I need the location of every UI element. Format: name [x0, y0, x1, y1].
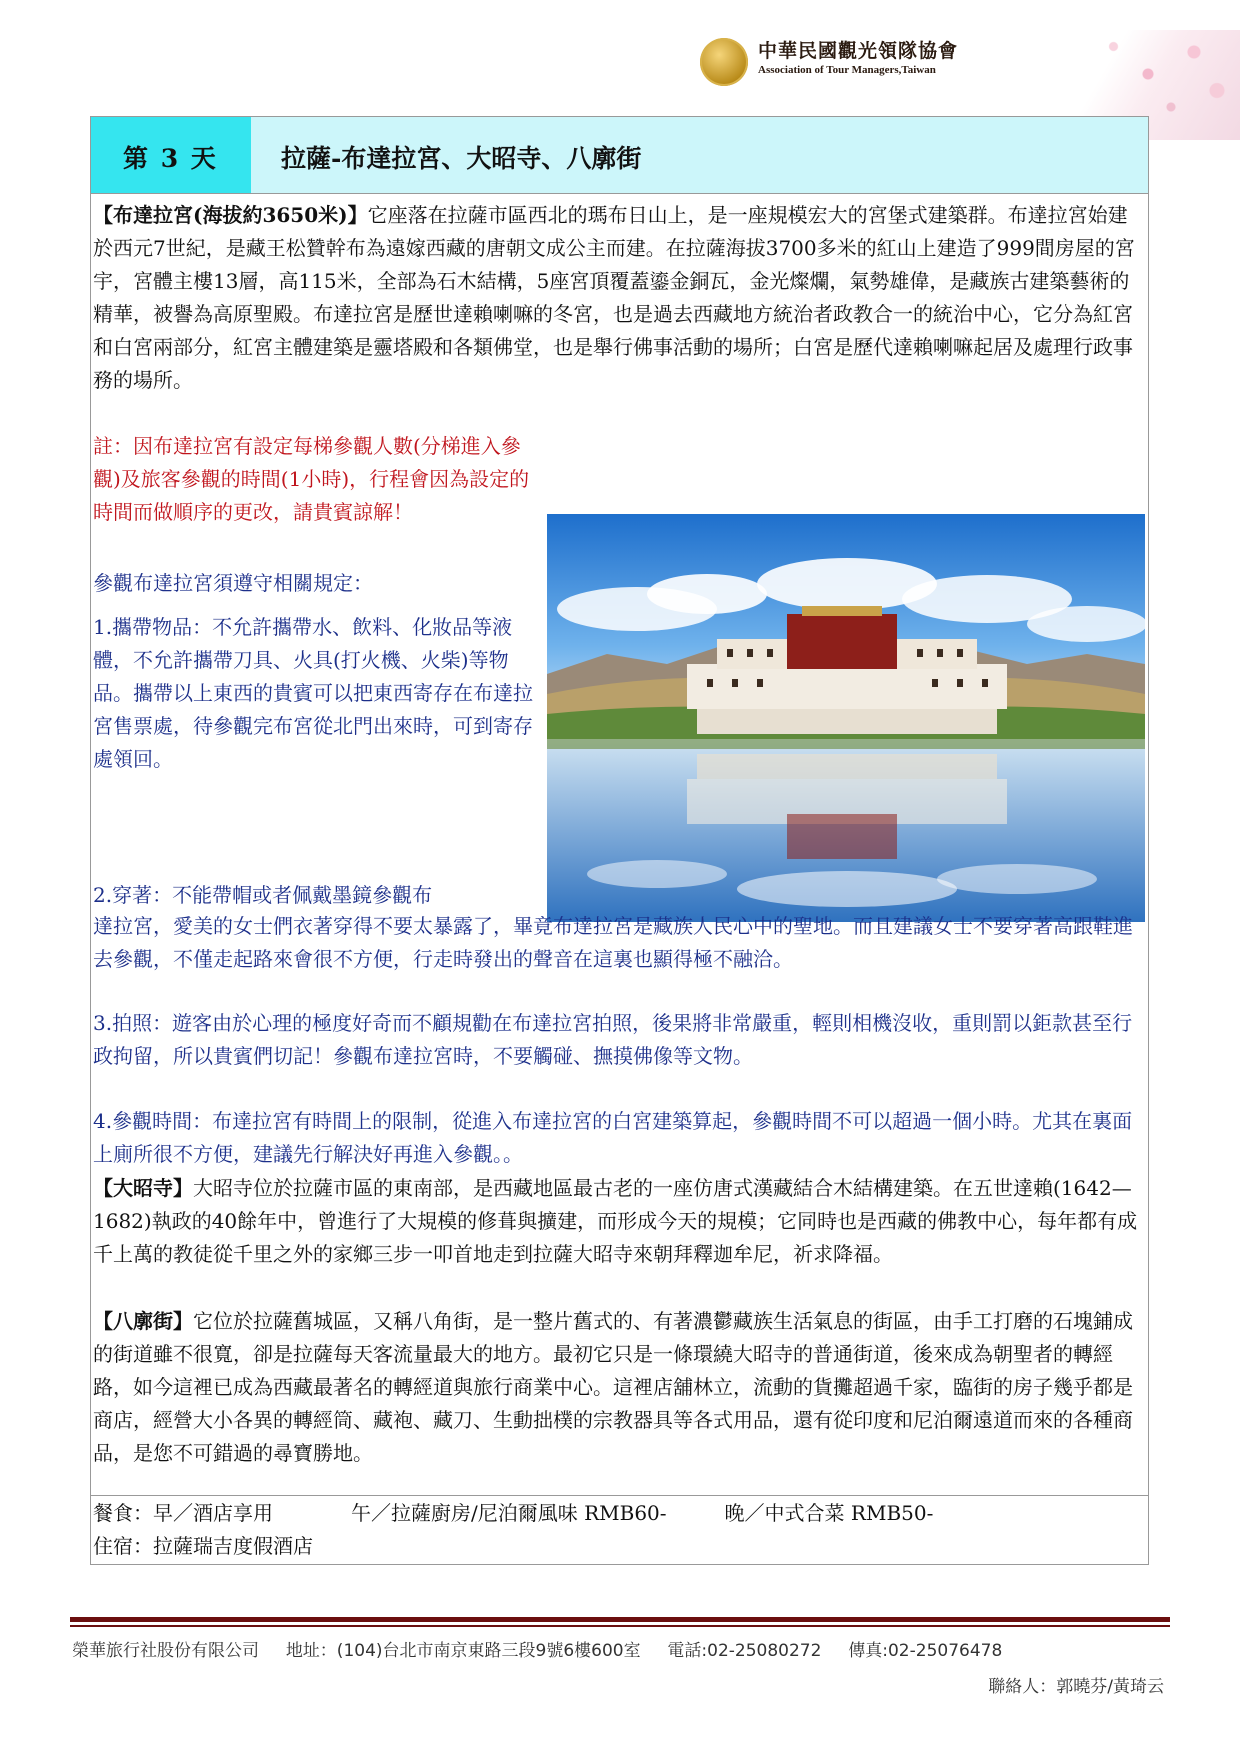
potala-text: 它座落在拉薩市區西北的瑪布日山上，是一座規模宏大的宮堡式建築群。布達拉宮始建於西元7世紀，是藏王松贊幹布為遠嫁西藏的唐朝文成公主而建。在拉薩海拔3700多米的紅山上建造了999間房屋的宮宇，宮體主樓13層，高115米，全部為石木結構，5座宮頂覆蓋鎏金銅瓦，金光燦爛，氣勢雄偉，是藏族古建築藝術的精華，被譽為高原聖殿。布達拉宮是歷世達賴喇嘛的冬宮，也是過去西藏地方統治者政教合一的統治中心，它分為紅宮和白宮兩部分，紅宮主體建築是靈塔殿和各類佛堂，也是舉行佛事活動的場所；白宮是歷代達賴喇嘛起居及處理行政事務的場所。	[93, 203, 1135, 392]
barkhor-text: 它位於拉薩舊城區，又稱八角街，是一整片舊式的、有著濃鬱藏族生活氣息的街區，由手工打磨的石塊鋪成的街道雖不很寬，卻是拉薩每天客流量最大的地方。最初它只是一條環繞大昭寺的普通街道，後來成為朝聖者的轉經路，如今這裡已成為西藏最著名的轉經道與旅行商業中心。這裡店舖林立，流動的貨攤超過千家，臨街的房子幾乎都是商店，經營大小各異的轉經筒、藏袍、藏刀、生動拙樸的宗教器具等各式用品，還有從印度和尼泊爾遠道而來的各種商品，是您不可錯過的尋寶勝地。	[93, 1309, 1133, 1465]
barkhor-paragraph	[93, 1305, 1145, 1470]
association-name-cn: 中華民國觀光領隊協會	[758, 40, 959, 62]
meals-row	[93, 1497, 1143, 1530]
rule-2-start: 2.穿著：不能帶帽或者佩戴墨鏡參觀布	[93, 883, 433, 907]
potala-paragraph	[93, 199, 1145, 397]
footer-rule-thin	[70, 1625, 1170, 1627]
rules-intro: 參觀布達拉宮須遵守相關規定：	[93, 571, 373, 595]
footer-company-info	[72, 1636, 1162, 1661]
jokhang-text: 大昭寺位於拉薩市區的東南部，是西藏地區最古老的一座仿唐式漢藏結合木結構建築。在五世達賴(1642—1682)執政的40餘年中，曾進行了大規模的修葺與擴建，而形成今天的規模；它同時也是西藏的佛教中心，每年都有成千上萬的教徒從千里之外的家鄉三步一叩首地走到拉薩大昭寺來朝拜釋迦牟尼，祈求降福。	[93, 1176, 1138, 1266]
meal-dinner: 晚／中式合菜 RMB50-	[724, 1501, 934, 1525]
barkhor-heading: 【八廓街】	[93, 1309, 193, 1333]
day-number-cell	[91, 117, 251, 193]
meals-divider	[91, 1495, 1148, 1496]
footer-phone: 電話:02-25080272	[667, 1641, 822, 1661]
footer-company: 榮華旅行社股份有限公司	[72, 1641, 259, 1661]
rule-3: 3.拍照：遊客由於心理的極度好奇而不顧規勸在布達拉宮拍照，後果將非常嚴重，輕則相機沒收，重則罰以鉅款甚至行政拘留，所以貴賓們切記！參觀布達拉宮時，不要觸碰、撫摸佛像等文物。	[93, 1011, 1133, 1068]
day-title: 拉薩-布達拉宮、大昭寺、八廓街	[281, 144, 642, 173]
itinerary-frame	[90, 116, 1149, 1565]
day-number: 第 3 天	[123, 144, 218, 173]
potala-heading: 【布達拉宮(海拔約3650米)】	[93, 203, 368, 227]
meal-breakfast: 餐食：早／酒店享用	[93, 1501, 273, 1525]
jokhang-paragraph	[93, 1172, 1145, 1271]
lodging: 住宿：拉薩瑞吉度假酒店	[93, 1534, 313, 1558]
rule-1: 1.攜帶物品：不允許攜帶水、飲料、化妝品等液體，不允許攜帶刀具、火具(打火機、火柴)等物品。攜帶以上東西的貴賓可以把東西寄存在布達拉宮售票處，待參觀完布宮從北門出來時，可到寄存處領回。	[93, 615, 533, 771]
meal-lunch: 午／拉薩廚房/尼泊爾風味 RMB60-	[351, 1501, 667, 1525]
association-emblem-icon	[700, 38, 748, 86]
footer-address: 地址：(104)台北市南京東路三段9號6樓600室	[285, 1641, 641, 1661]
rule-4: 4.參觀時間：布達拉宮有時間上的限制，從進入布達拉宮的白宮建築算起，參觀時間不可以超過一個小時。尤其在裏面上廁所很不方便，建議先行解決好再進入參觀。。	[93, 1109, 1133, 1166]
rule-2-rest: 達拉宮，愛美的女士們衣著穿得不要太暴露了，畢竟布達拉宮是藏族人民心中的聖地。而且建議女士不要穿著高跟鞋進去參觀，不僅走起路來會很不方便，行走時發出的聲音在這裏也顯得極不融洽。	[93, 914, 1133, 971]
footer-rule-thick	[70, 1617, 1170, 1622]
footer-fax: 傳真:02-25076478	[848, 1641, 1003, 1661]
association-logo	[700, 30, 1240, 100]
potala-palace-photo	[547, 514, 1145, 922]
footer-contact: 聯絡人：郭曉芬/黃琦云	[988, 1677, 1164, 1697]
day-header	[91, 117, 1148, 194]
association-name-en: Association of Tour Managers,Taiwan	[758, 64, 936, 76]
visit-note: 註：因布達拉宮有設定每梯參觀人數(分梯進入參觀)及旅客參觀的時間(1小時)，行程會因為設定的時間而做順序的更改，請貴賓諒解！	[93, 434, 530, 524]
jokhang-heading: 【大昭寺】	[93, 1176, 193, 1200]
